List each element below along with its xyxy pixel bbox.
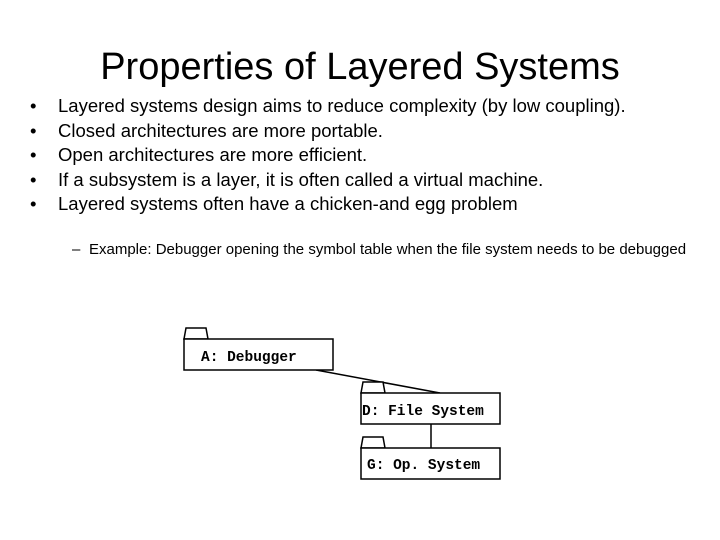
package-tab [184,328,208,339]
sub-bullet-text: Example: Debugger opening the symbol table when the file system needs to be debugged [89,241,687,258]
bullet-text: Layered systems design aims to reduce complexity (by low coupling). [58,95,626,116]
bullet-marker: • [30,144,37,165]
package-label: G: Op. System [367,458,481,474]
bullet-text: If a subsystem is a layer, it is often called a virtual machine. [58,168,544,190]
bullet-marker: • [30,168,37,190]
package-debugger [184,328,333,370]
sub-bullet-marker: – [72,241,81,258]
bullet-text: Open architectures are more efficient. [58,144,368,165]
package-file-system [361,382,500,424]
bullet-marker: • [30,95,37,116]
bullet-marker: • [30,193,37,214]
bullet-marker: • [30,119,37,141]
bullet-text: Closed architectures are more portable. [58,119,383,141]
bullet-text: Layered systems often have a chicken-and egg problem [58,193,518,214]
slide-title: Properties of Layered Systems [100,46,620,88]
package-label: D: File System [362,404,484,420]
package-label: A: Debugger [201,350,297,366]
package-tab [361,382,385,393]
package-tab [361,437,385,448]
